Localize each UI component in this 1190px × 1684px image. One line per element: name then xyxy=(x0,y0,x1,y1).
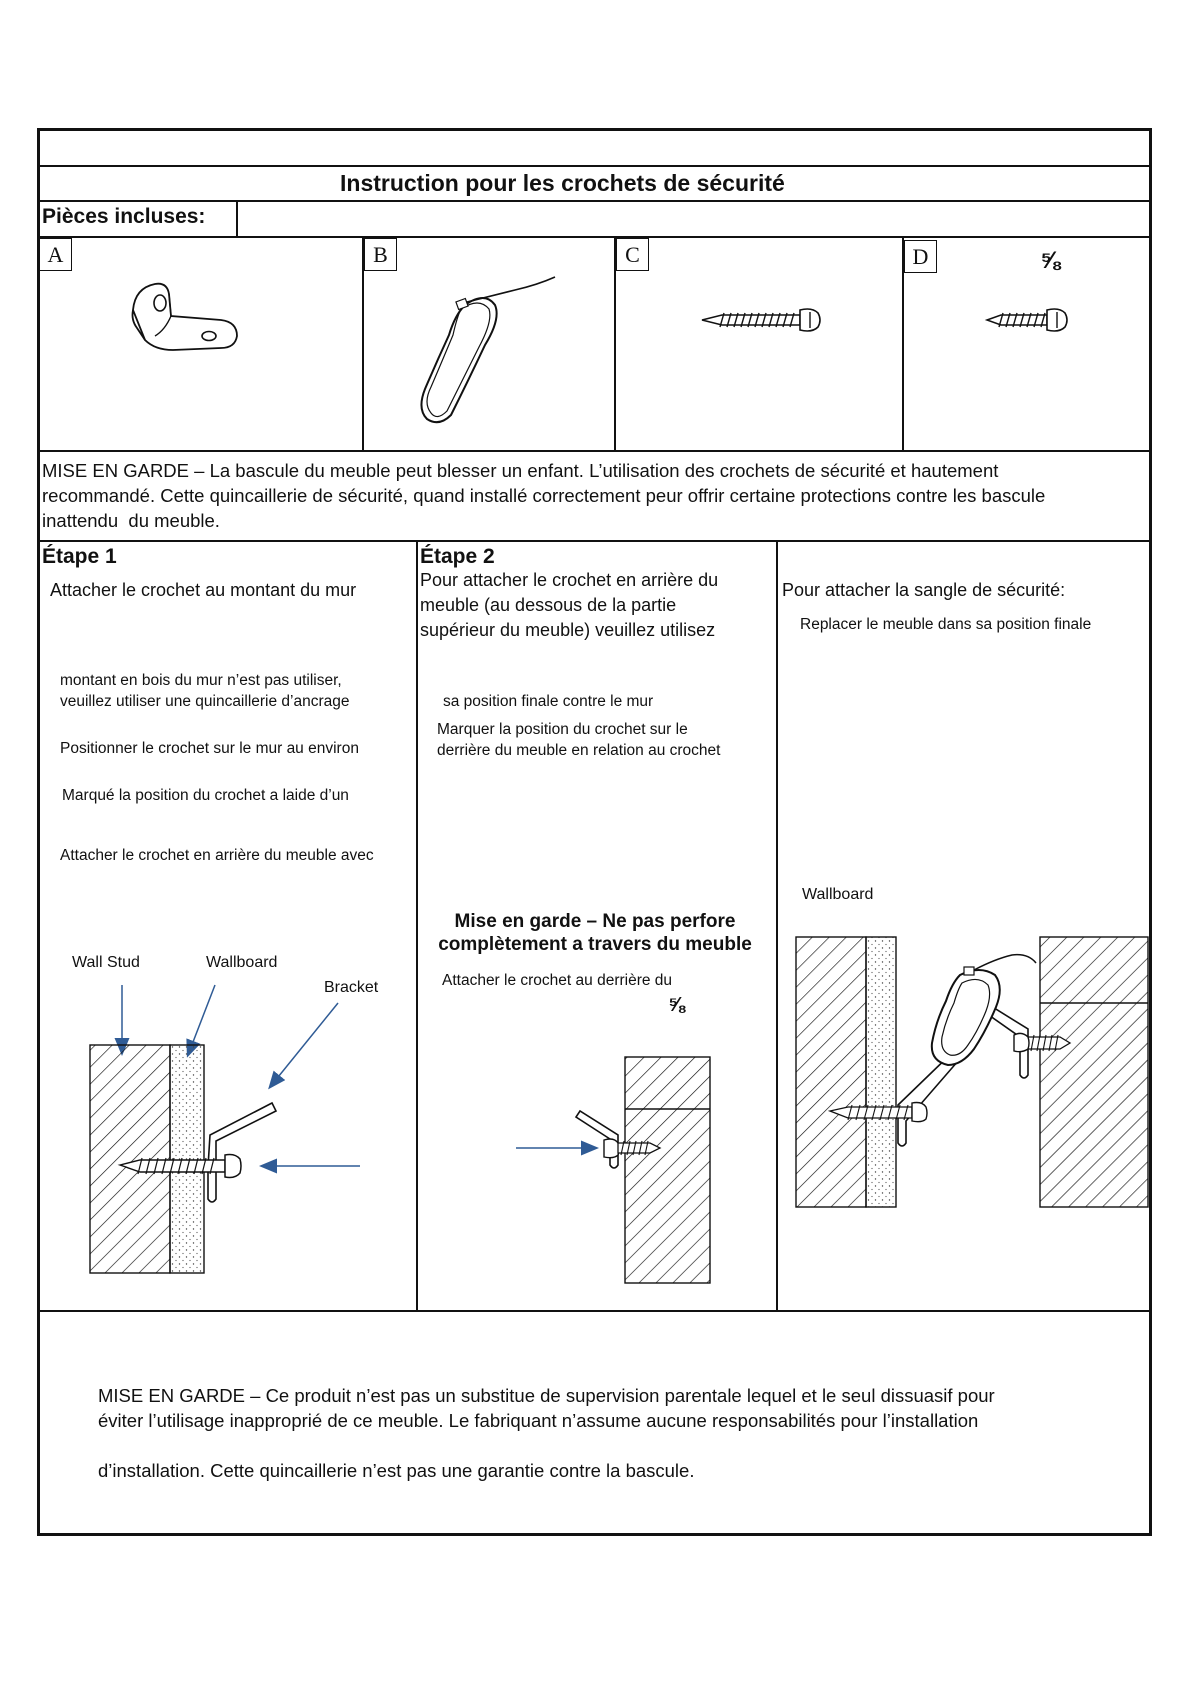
step2-intro-line-2: meuble (au dessous de la partie xyxy=(420,595,677,615)
step1-note-2: Positionner le crochet sur le mur au environ xyxy=(60,740,359,757)
top-warning-line-2: recommandé. Cette quincaillerie de sécurité, quand installé correctement peur offrir certaine protections contre les bascule xyxy=(42,485,1046,506)
top-warning xyxy=(42,458,1150,533)
rule-step-divider-2 xyxy=(776,540,778,1310)
bottom-warning-line-3: d’installation. Cette quincaillerie n’est pas une garantie contre la bascule. xyxy=(98,1460,695,1481)
step2-caution-line-1: Mise en garde – Ne pas perfore xyxy=(454,911,736,932)
short-screw-icon xyxy=(985,305,1075,335)
step2-screw-size: ⅝ xyxy=(668,994,685,1016)
step2-note-2-line-2: derrière du meuble en relation au crochet xyxy=(437,742,721,759)
rule-title-bottom xyxy=(37,200,1152,202)
step2-intro xyxy=(420,568,718,643)
step1-note-3: Marqué la position du crochet a laide d’un xyxy=(62,787,349,804)
top-warning-line-3: inattendu du meuble. xyxy=(42,510,220,531)
rule-steps-bottom xyxy=(37,1310,1152,1312)
step2-note-2-line-1: Marquer la position du crochet sur le xyxy=(437,721,688,738)
step1-note-1 xyxy=(60,670,350,712)
rule-warning-bottom xyxy=(37,540,1152,542)
part-label-a: A xyxy=(39,238,72,271)
step2-note-3: Attacher le crochet au derrière du xyxy=(442,972,673,989)
part-label-b: B xyxy=(364,238,397,271)
wallboard-label-step1: Wallboard xyxy=(206,954,278,971)
step1-note-1-line-1: montant en bois du mur n’est pas utiliser, xyxy=(60,672,342,689)
step1-note-1-line-2: veuillez utiliser une quincaillerie d’ancrage xyxy=(60,693,350,710)
l-bracket-icon xyxy=(125,280,245,380)
wall-stud-label: Wall Stud xyxy=(72,954,140,971)
rule-parts-bottom xyxy=(37,450,1152,452)
step1-wall-diagram xyxy=(80,975,380,1275)
bracket-label: Bracket xyxy=(324,979,379,996)
long-screw-icon xyxy=(700,305,830,335)
bottom-warning xyxy=(98,1383,1108,1483)
step2-heading: Étape 2 xyxy=(420,545,495,568)
part-d-size: ⅝ xyxy=(1040,247,1061,274)
rule-parts-heading-divider xyxy=(236,200,238,236)
bottom-warning-line-1: MISE EN GARDE – Ce produit n’est pas un substitue de supervision parentale lequel et le seul dissuasif pour xyxy=(98,1385,995,1406)
step3-note-1: Replacer le meuble dans sa position finale xyxy=(800,616,1092,633)
step1-note-4: Attacher le crochet en arrière du meuble avec xyxy=(60,847,374,864)
step1-intro: Attacher le crochet au montant du mur xyxy=(50,580,357,600)
step2-intro-line-3: supérieur du meuble) veuillez utilisez xyxy=(420,620,716,640)
wallboard-label-step3: Wallboard xyxy=(802,886,874,903)
rule-title-top xyxy=(37,165,1152,167)
step2-furniture-diagram xyxy=(510,1055,720,1285)
step1-heading: Étape 1 xyxy=(42,545,117,568)
step3-intro: Pour attacher la sangle de sécurité: xyxy=(782,580,1066,600)
step2-caution-line-2: complètement a travers du meuble xyxy=(438,934,752,955)
step2-intro-line-1: Pour attacher le crochet en arrière du xyxy=(420,570,719,590)
rule-step-divider-1 xyxy=(416,540,418,1310)
step2-caution xyxy=(430,910,760,956)
part-label-c: C xyxy=(616,238,649,271)
step2-note-2 xyxy=(437,719,720,761)
page-title: Instruction pour les crochets de sécurité xyxy=(340,170,785,196)
rule-parts-header-bottom xyxy=(37,236,1152,238)
strap-icon xyxy=(405,275,575,435)
top-warning-line-1: MISE EN GARDE – La bascule du meuble peut blesser un enfant. L’utilisation des crochets de sécurité et hautement xyxy=(42,460,999,481)
parts-heading: Pièces incluses: xyxy=(42,205,206,228)
part-label-d: D xyxy=(904,240,937,273)
bottom-warning-line-2: éviter l’utilisage inapproprié de ce meuble. Le fabriquant n’assume aucune responsabilités pour l’installation xyxy=(98,1410,979,1431)
step2-note-1: sa position finale contre le mur xyxy=(443,693,654,710)
step3-strap-diagram xyxy=(790,925,1150,1225)
